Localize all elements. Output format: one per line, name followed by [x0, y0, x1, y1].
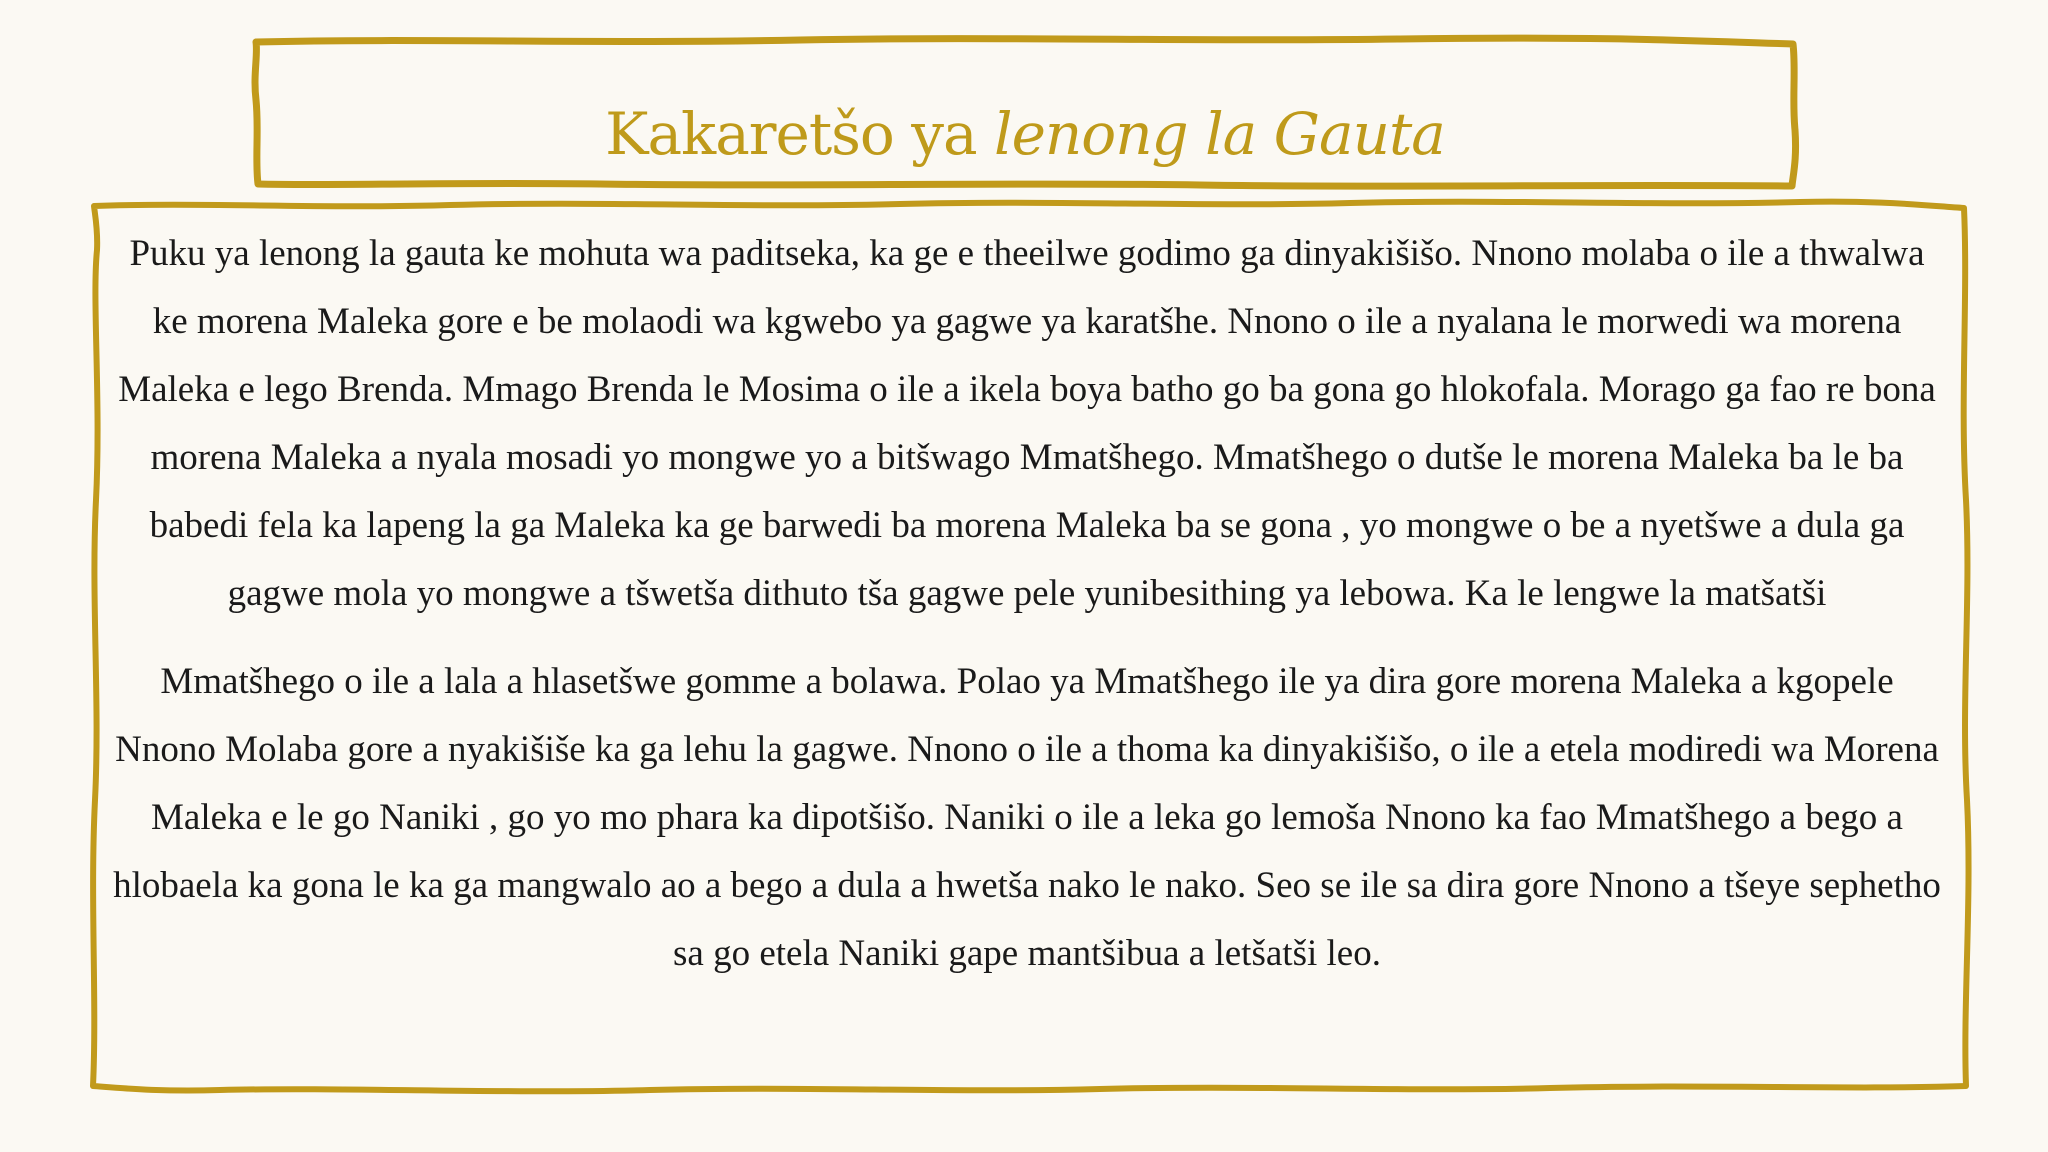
page-title [260, 100, 1790, 170]
title-italic: lenong la Gauta [994, 100, 1445, 168]
paragraph-1: Puku ya lenong la gauta ke mohuta wa paditseka, ka ge e theeilwe godimo ga dinyakišišo. Nnono molaba o ile a thwalwa ke morena Maleka gore e be molaodi wa kgwebo ya gagwe ya karatšhe. Nnono o ile a nyalana le morwedi wa morena Maleka e lego Brenda. Mmago Brenda le Mosima o ile a ikela boya batho go ba gona go hlokofala. Morago ga fao re bona morena Maleka a nyala mosadi yo mongwe yo a bitšwago Mmatšhego. Mmatšhego o dutše le morena Maleka ba le ba babedi fela ka lapeng la ga Maleka ka ge barwedi ba morena Maleka ba se gona , yo mongwe o be a nyetšwe a dula ga gagwe mola yo mongwe a tšwetša dithuto tša gagwe pele yunibesithing ya lebowa. Ka le lengwe la matšatši [118, 233, 1936, 614]
paragraph-2: Mmatšhego o ile a lala a hlasetšwe gomme a bolawa. Polao ya Mmatšhego ile ya dira gore morena Maleka a kgopele Nnono Molaba gore a nyakišiše ka ga lehu la gagwe. Nnono o ile a thoma ka dinyakišišo, o ile a etela modiredi wa Morena Maleka e le go Naniki , go yo mo phara ka dipotšišo. Naniki o ile a leka go lemoša Nnono ka fao Mmatšhego a bego a hlobaela ka gona le ka ga mangwalo ao a bego a dula a hwetša nako le nako. Seo se ile sa dira gore Nnono a tšeye sephetho sa go etela Naniki gape mantšibua a letšatši leo. [113, 661, 1941, 974]
title-regular: Kakaretšo ya [605, 100, 995, 168]
summary-text [112, 220, 1942, 988]
